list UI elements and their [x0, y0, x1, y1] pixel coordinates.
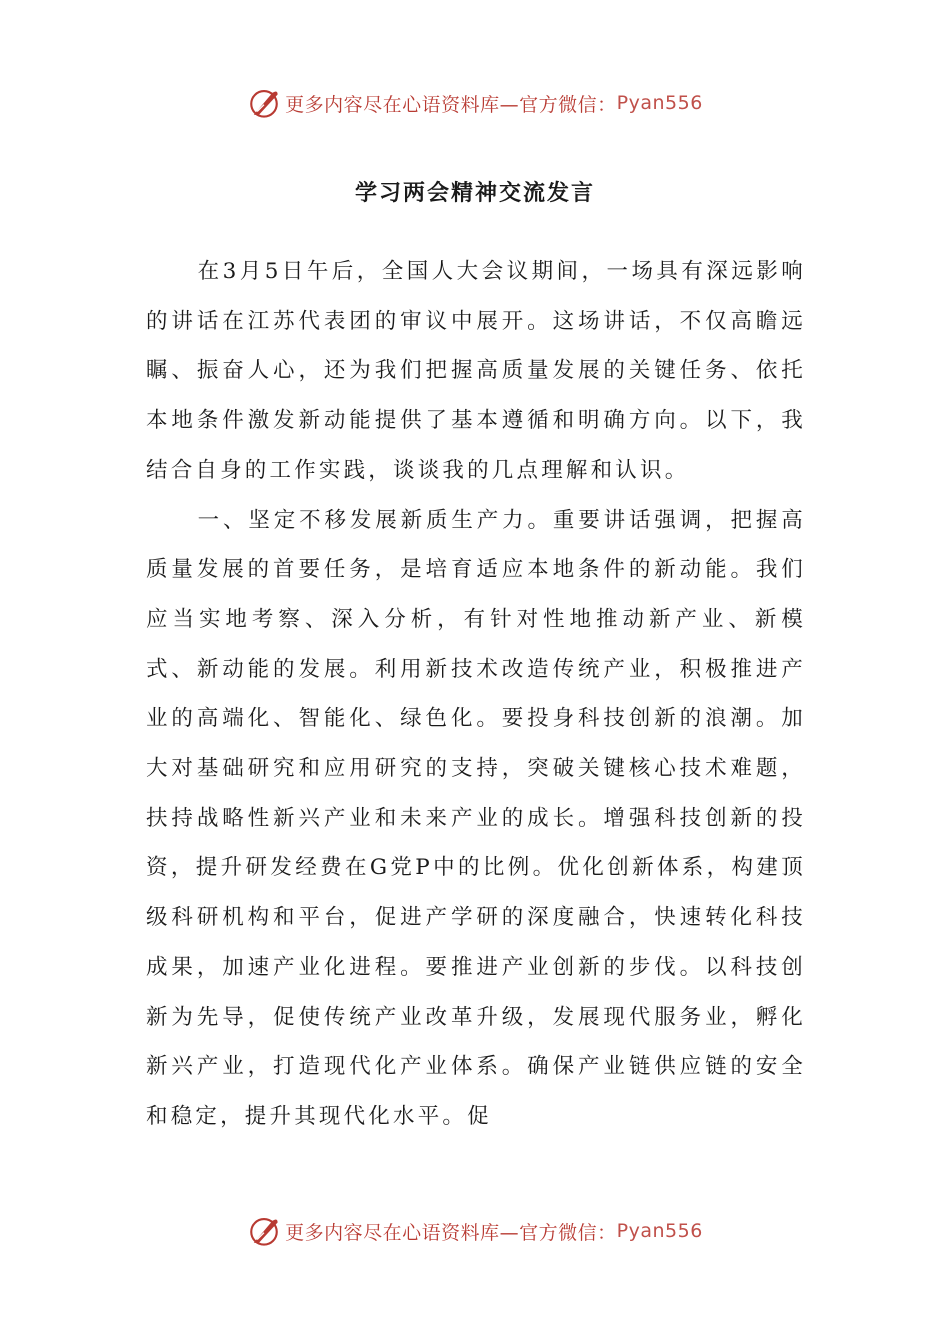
document-title: 学习两会精神交流发言 [354, 180, 595, 206]
watermark-text: 更多内容尽在心语资料库—官方微信： [285, 93, 617, 116]
quill-seal-icon [247, 1214, 281, 1248]
watermark-wechat-id: Pyan556 [616, 1220, 703, 1242]
paragraph-intro: 在3月5日午后，全国人大会议期间，一场具有深远影响的讲话在江苏代表团的审议中展开。这场讲话，不仅高瞻远瞩、振奋人心，还为我们把握高质量发展的关键任务、依托本地条件激发新动能提供了基本遵循和明确方向。以下，我结合自身的工作实践，谈谈我的几点理解和认识。 [146, 259, 806, 483]
watermark-text: 更多内容尽在心语资料库—官方微信： [285, 1221, 617, 1244]
quill-seal-icon [247, 86, 281, 120]
document-body [146, 247, 806, 1142]
footer-watermark [0, 1214, 950, 1248]
watermark-wechat-id: Pyan556 [616, 92, 703, 114]
paragraph-section-1: 一、坚定不移发展新质生产力。重要讲话强调，把握高质量发展的首要任务，是培育适应本地条件的新动能。我们应当实地考察、深入分析，有针对性地推动新产业、新模式、新动能的发展。利用新技术改造传统产业，积极推进产业的高端化、智能化、绿色化。要投身科技创新的浪潮。加大对基础研究和应用研究的支持，突破关键核心技术难题，扶持战略性新兴产业和未来产业的成长。增强科技创新的投资，提升研发经费在G党P中的比例。优化创新体系，构建顶级科研机构和平台，促进产学研的深度融合，快速转化科技成果，加速产业化进程。要推进产业创新的步伐。以科技创新为先导，促使传统产业改革升级，发展现代服务业，孵化新兴产业，打造现代化产业体系。确保产业链供应链的安全和稳定，提升其现代化水平。促 [146, 507, 806, 1129]
header-watermark [0, 86, 950, 120]
